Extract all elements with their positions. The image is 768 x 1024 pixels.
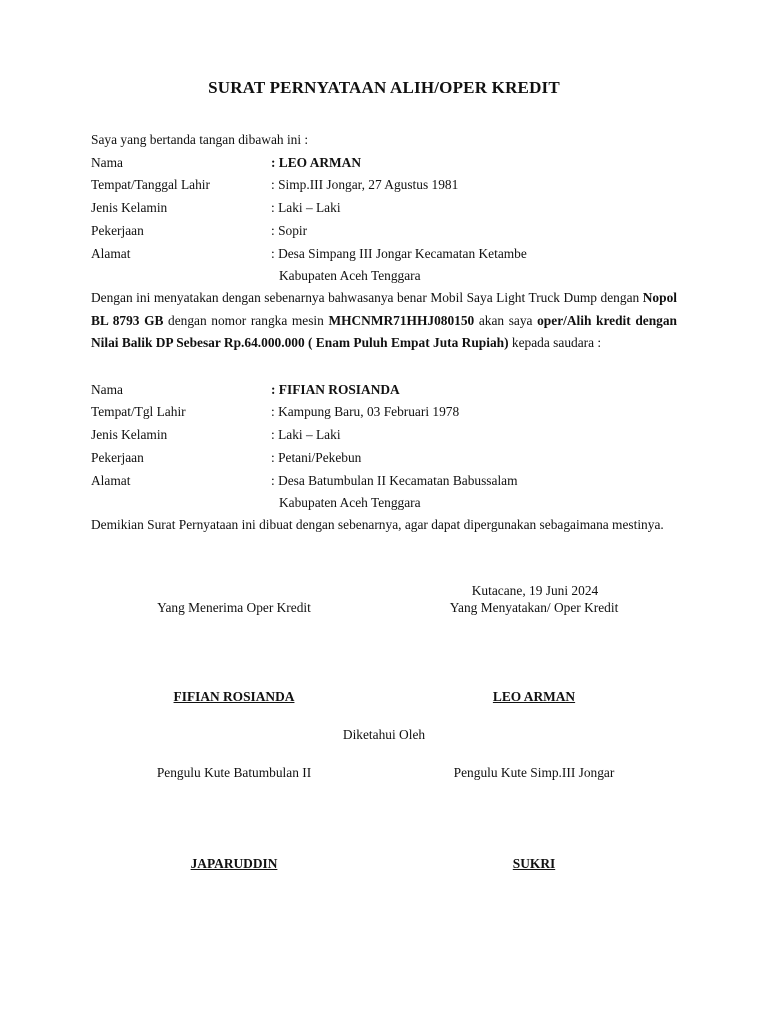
rangka-text: MHCNMR71HHJ080150 (328, 312, 475, 328)
party2-gender-value: : Laki – Laki (271, 427, 341, 443)
party2-birth-label: Tempat/Tgl Lahir (91, 404, 186, 420)
credit-value-text: oper/Alih kredit dengan Nilai Balik DP Sebesar Rp.64.000.000 ( Enam Puluh Empat Juta Rupiah) (91, 312, 677, 351)
party2-birth-value: : Kampung Baru, 03 Februari 1978 (271, 404, 460, 420)
statement-text-3: akan saya (474, 312, 538, 328)
party2-address-value: : Desa Batumbulan II Kecamatan Babussalam (271, 472, 518, 488)
party1-gender-label: Jenis Kelamin (91, 200, 168, 216)
statement-paragraph (91, 287, 677, 355)
party1-name-label: Nama (91, 154, 123, 170)
party2-name-label: Nama (91, 381, 123, 397)
party1-address-value: : Desa Simpang III Jongar Kecamatan Ketambe (271, 245, 527, 261)
party1-gender-value: : Laki – Laki (271, 200, 341, 216)
party2-job-label: Pekerjaan (91, 449, 144, 465)
document-title: SURAT PERNYATAAN ALIH/OPER KREDIT (208, 78, 560, 97)
party2-address-cont: Kabupaten Aceh Tenggara (279, 495, 421, 511)
statement-text-2: dengan nomor rangka mesin (163, 312, 329, 328)
official1-title: Pengulu Kute Batumbulan II (156, 765, 312, 780)
party1-birth-label: Tempat/Tanggal Lahir (91, 177, 210, 193)
party2-gender-label: Jenis Kelamin (91, 427, 168, 443)
party2-name-value: : FIFIAN ROSIANDA (271, 381, 400, 397)
closing-paragraph: Demikian Surat Pernyataan ini dibuat dengan sebenarnya, agar dapat dipergunakan sebagaimana mestinya. (91, 516, 664, 532)
statement-text-1: Dengan ini menyatakan dengan sebenarnya bahwasanya benar Mobil Saya Light Truck Dump dengan (91, 289, 643, 305)
nopol-text: Nopol BL 8793 GB (91, 289, 677, 328)
party1-job-label: Pekerjaan (91, 222, 144, 238)
official1-name: JAPARUDDIN (190, 856, 278, 871)
party1-name-value: : LEO ARMAN (271, 154, 362, 170)
party1-birth-value: : Simp.III Jongar, 27 Agustus 1981 (271, 177, 459, 193)
known-by-label: Diketahui Oleh (342, 727, 426, 742)
official2-name: SUKRI (512, 856, 556, 871)
party2-address-label: Alamat (91, 472, 131, 488)
intro-text: Saya yang bertanda tangan dibawah ini : (91, 132, 309, 147)
receiver-name: FIFIAN ROSIANDA (173, 689, 295, 704)
party1-address-label: Alamat (91, 245, 131, 261)
official2-title: Pengulu Kute Simp.III Jongar (453, 765, 615, 780)
party1-job-value: : Sopir (271, 222, 308, 238)
party1-address-cont: Kabupaten Aceh Tenggara (279, 268, 421, 284)
declarer-label: Yang Menyatakan/ Oper Kredit (449, 600, 619, 615)
declarer-name: LEO ARMAN (492, 689, 576, 704)
party2-job-value: : Petani/Pekebun (271, 449, 362, 465)
place-date: Kutacane, 19 Juni 2024 (471, 583, 599, 598)
statement-text-4: kepada saudara : (508, 335, 602, 351)
receiver-label: Yang Menerima Oper Kredit (157, 600, 311, 615)
